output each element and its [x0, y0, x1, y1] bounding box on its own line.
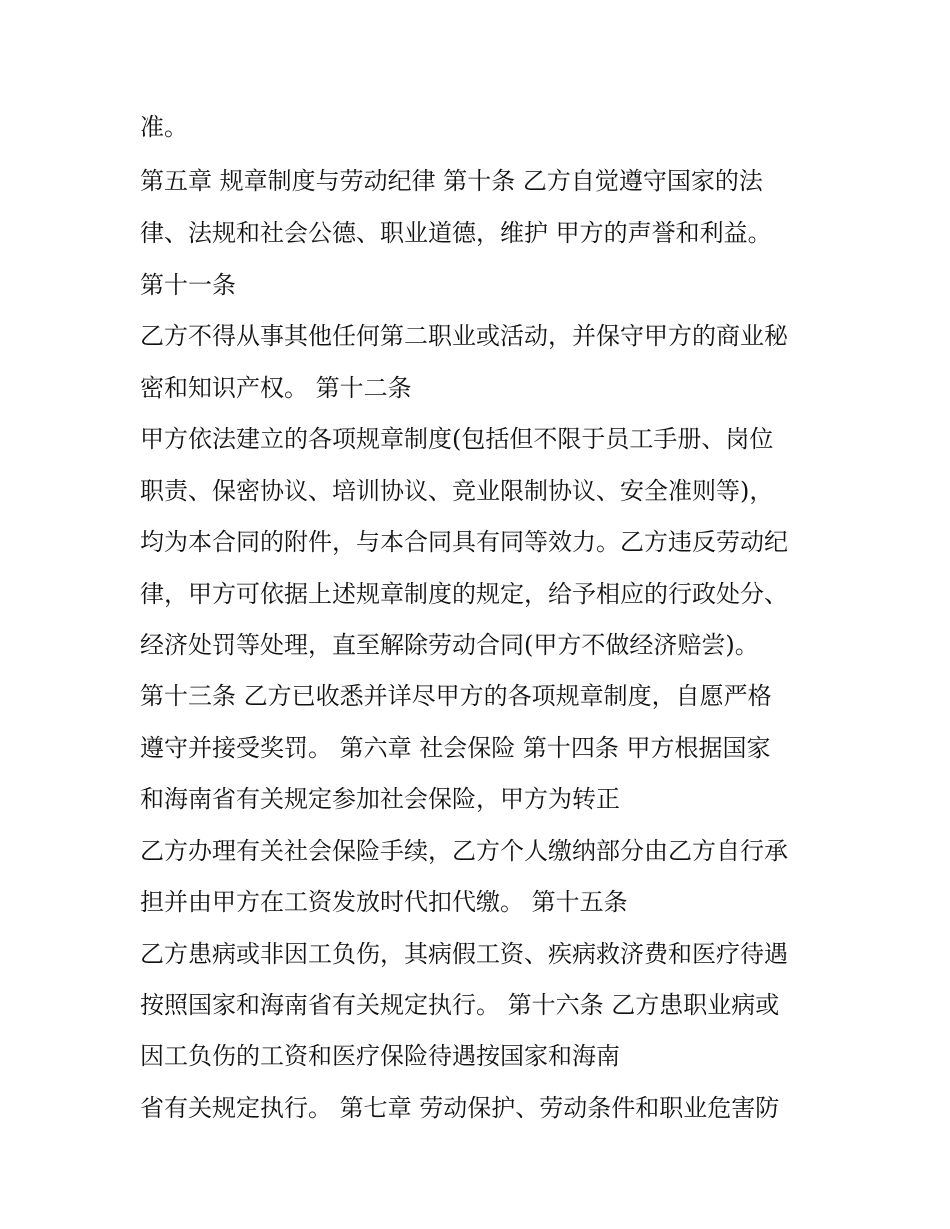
text-line: 职责、保密协议、培训协议、竞业限制协议、安全准则等)， [140, 477, 774, 505]
text-line: 乙方办理有关社会保险手续，乙方个人缴纳部分由乙方自行承 [140, 837, 788, 865]
text-line: 乙方患病或非因工负伤，其病假工资、疾病救济费和医疗待遇 [140, 940, 788, 968]
text-line: 因工负伤的工资和医疗保险待遇按国家和海南 [140, 1042, 620, 1070]
text-line: 第十三条 乙方已收悉并详尽甲方的各项规章制度，自愿严格 [140, 682, 772, 710]
text-line: 第五章 规章制度与劳动纪律 第十条 乙方自觉遵守国家的法 [140, 167, 763, 195]
text-line: 甲方依法建立的各项规章制度(包括但不限于员工手册、岗位 [140, 425, 774, 453]
text-line: 律，甲方可依据上述规章制度的规定，给予相应的行政处分、 [140, 580, 788, 608]
text-line: 准。 [140, 113, 188, 141]
text-line: 经济处罚等处理，直至解除劳动合同(甲方不做经济赔尝)。 [140, 631, 759, 659]
text-line: 遵守并接受奖罚。 第六章 社会保险 第十四条 甲方根据国家 [140, 734, 771, 762]
text-line: 密和知识产权。 第十二条 [140, 374, 412, 402]
text-line: 担并由甲方在工资发放时代扣代缴。 第十五条 [140, 888, 628, 916]
text-line: 均为本合同的附件，与本合同具有同等效力。乙方违反劳动纪 [140, 528, 788, 556]
text-line: 省有关规定执行。 第七章 劳动保护、劳动条件和职业危害防 [140, 1094, 780, 1122]
text-line: 乙方不得从事其他任何第二职业或活动，并保守甲方的商业秘 [140, 322, 788, 350]
text-line: 第十一条 [140, 271, 236, 299]
text-line: 和海南省有关规定参加社会保险，甲方为转正 [140, 785, 620, 813]
text-line: 律、法规和社会公德、职业道德，维护 甲方的声誉和利益。 [140, 219, 772, 247]
text-line: 按照国家和海南省有关规定执行。 第十六条 乙方患职业病或 [140, 991, 780, 1019]
